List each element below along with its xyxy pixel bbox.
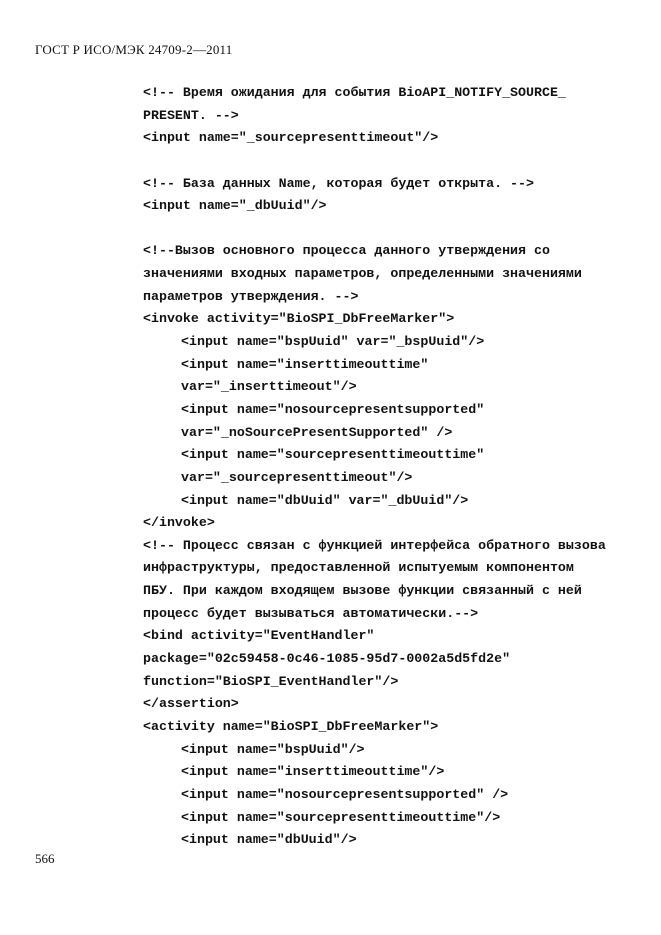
code-line: инфраструктуры, предоставленной испытуемым компонентом	[143, 560, 574, 576]
code-line: PRESENT. -->	[143, 107, 239, 123]
page-number: 566	[35, 851, 55, 866]
code-line: процесс будет вызываться автоматически.-->	[143, 605, 479, 621]
code-line: <invoke activity="BioSPI_DbFreeMarker">	[143, 311, 455, 327]
code-line: package="02c59458-0c46-1085-95d7-0002a5d5fd2e"	[143, 651, 511, 667]
code-line: var="_sourcepresenttimeout"/>	[181, 469, 413, 485]
code-line: var="_inserttimeout"/>	[181, 379, 357, 395]
blank-line	[143, 218, 606, 241]
code-line: <!-- База данных Name, которая будет открыта. -->	[143, 175, 534, 191]
code-line: <!-- Процесс связан с функцией интерфейса обратного вызова	[143, 537, 606, 553]
code-line: <!-- Время ожидания для события BioAPI_NOTIFY_SOURCE_	[143, 85, 566, 100]
code-line: <input name="bspUuid"/>	[181, 741, 365, 757]
code-line: <input name="_dbUuid"/>	[143, 198, 327, 214]
code-line: <!--Вызов основного процесса данного утверждения со	[143, 243, 550, 259]
code-line: <activity name="BioSPI_DbFreeMarker">	[143, 718, 439, 734]
code-line: <input name="bspUuid" var="_bspUuid"/>	[181, 334, 485, 350]
code-line: <input name="sourcepresenttimeouttime"/>	[181, 809, 501, 825]
code-line: function="BioSPI_EventHandler"/>	[143, 673, 399, 689]
code-line: <input name="inserttimeouttime"/>	[181, 764, 445, 780]
code-line: </assertion>	[143, 696, 239, 712]
code-line: <input name="dbUuid"/>	[181, 832, 357, 848]
code-line: </invoke>	[143, 515, 215, 531]
code-line: <input name="sourcepresenttimeouttime"	[181, 447, 485, 463]
code-line: <input name="inserttimeouttime"	[181, 356, 429, 372]
code-line: ПБУ. При каждом входящем вызове функции связанный с ней	[143, 583, 582, 599]
code-line: <input name="dbUuid" var="_dbUuid"/>	[181, 492, 469, 508]
document-header: ГОСТ Р ИСО/МЭК 24709-2—2011	[35, 42, 233, 57]
code-listing	[143, 82, 606, 852]
blank-line	[143, 150, 606, 173]
code-line: параметров утверждения. -->	[143, 288, 359, 304]
code-line: <input name="_sourcepresenttimeout"/>	[143, 130, 439, 146]
code-line: <input name="nosourcepresentsupported"	[181, 401, 485, 417]
code-line: значениями входных параметров, определенными значениями	[143, 266, 582, 282]
code-line: var="_noSourcePresentSupported" />	[181, 424, 453, 440]
code-line: <input name="nosourcepresentsupported" />	[181, 786, 509, 802]
code-line: <bind activity="EventHandler"	[143, 628, 375, 644]
